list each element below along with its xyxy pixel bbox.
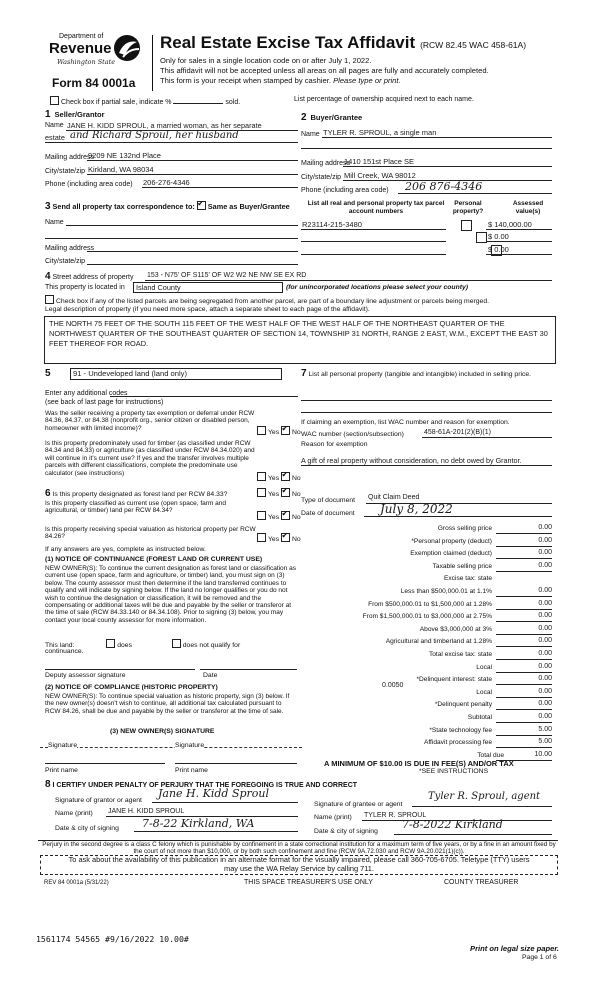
fee-label: *Delinquent penalty xyxy=(434,701,492,709)
forest-yes-no xyxy=(257,488,301,498)
notice-1: Only for sales in a single location code on or after July 1, 2022. xyxy=(160,56,372,65)
buyer-phone-handwritten[interactable]: 206 876-4346 xyxy=(405,180,483,193)
current-use-yes-no xyxy=(257,511,301,521)
fee-line xyxy=(496,609,552,610)
yes-label: Yes xyxy=(268,514,280,521)
reason-value[interactable]: A gift of real property without consideration, no debt owed by Grantor. xyxy=(301,456,522,465)
reason-label: Reason for exemption xyxy=(301,441,368,448)
does-not-label: does not qualify for xyxy=(182,642,241,649)
fee-line xyxy=(496,571,552,572)
fee-value[interactable]: 0.00 xyxy=(538,700,552,708)
fee-value[interactable]: 5.00 xyxy=(538,725,552,733)
grantor-date-city[interactable]: 7-8-22 Kirkland, WA xyxy=(142,817,255,830)
section2-num: 2 xyxy=(301,112,307,123)
grantor-signature[interactable]: Jane H. Kidd Sproul xyxy=(158,787,270,800)
land-use-select[interactable] xyxy=(70,368,282,380)
yes-label: Yes xyxy=(268,536,280,543)
historic-yes-no xyxy=(257,533,301,543)
fee-label: Exemption claimed (deduct) xyxy=(410,550,492,558)
no-label: No xyxy=(291,514,301,521)
street-label: Street address of property xyxy=(52,274,134,281)
yes-label: Yes xyxy=(268,429,280,436)
does-label: does xyxy=(117,642,132,649)
notice-3-a: This form is your receipt when stamped by cashier. xyxy=(160,76,331,85)
county-treasurer-label: COUNTY TREASURER xyxy=(444,879,519,886)
form-number: Form 84 0001a xyxy=(52,76,136,90)
located-label: This property is located in xyxy=(45,284,125,291)
fee-value[interactable]: 0.00 xyxy=(538,662,552,670)
wac-number-label: WAC number (section/subsection) xyxy=(301,431,404,438)
fee-label: Gross selling price xyxy=(437,525,492,532)
owner-signature-label-2: Signature xyxy=(175,742,205,749)
seller-city-label: City/state/zip xyxy=(45,168,86,175)
continuance-label: continuance. xyxy=(45,648,84,655)
historic-yes-checkbox[interactable] xyxy=(257,533,266,542)
fee-value[interactable]: 0.00 xyxy=(538,687,552,695)
fee-label: Excise tax: state xyxy=(443,575,492,583)
section4-num: 4 xyxy=(45,271,51,282)
fee-label: Subtotal xyxy=(467,714,492,721)
timber-no-checkbox[interactable] xyxy=(281,472,290,481)
tax-corr-name-label: Name xyxy=(45,219,64,226)
exemption-yes-no xyxy=(257,426,301,436)
legal-label: Legal description of property (if you need more space, attach a separate sheet to each page of the affidavit). xyxy=(45,306,370,313)
form-title: Real Estate Excise Tax Affidavit xyxy=(160,33,416,52)
fee-label: From $1,500,000.01 to $3,000,000 at 2.75% xyxy=(362,613,492,621)
fee-line xyxy=(496,621,552,622)
section6-num: 6 xyxy=(45,488,51,499)
doc-date-value[interactable]: July 8, 2022 xyxy=(380,502,453,516)
fee-line xyxy=(496,533,552,534)
owner-print-name-2: Print name xyxy=(175,767,208,774)
alt-format-text: To ask about the availability of this publication in an alternate format for the visually impaired, please call 360-705-6705. Teletype (TTY) users may use the WA Relay Service by calling 711. xyxy=(68,855,530,873)
section7-text: List all personal property (tangible and intangible) included in selling price. xyxy=(308,371,532,378)
section3-num: 3 xyxy=(45,201,51,212)
perjury-text: Perjury in the second degree is a class C felony which is punishable by confinement in a state correctional institution for a maximum term of five years, or by a fine in an amount fixed by the court of not more than $10,000, or by both such confinement and fine (RCW 9A.72.030 and RCW 9A.20.021(1)(c)). xyxy=(42,841,556,856)
fee-label: Above $3,000,000 at 3% xyxy=(419,625,492,633)
historic-question: Is this property receiving special valuation as historical property per RCW 84.26? xyxy=(45,526,256,541)
tax-corr-city-label: City/state/zip xyxy=(45,258,86,265)
form-title-row xyxy=(160,33,526,53)
seller-name-value[interactable]: JANE H. KIDD SPROUL, a married woman, as her separate xyxy=(67,121,262,130)
fee-label: Taxable selling price xyxy=(432,562,492,570)
minimum-fee-note: A MINIMUM OF $10.00 IS DUE IN FEE(S) AND/OR TAX xyxy=(324,759,514,768)
treasurer-use-label: THIS SPACE TREASURER'S USE ONLY xyxy=(244,879,373,886)
additional-codes-b: (see back of last page for instructions) xyxy=(45,399,164,406)
personal-col-header: Personal property? xyxy=(452,200,484,215)
section5-num: 5 xyxy=(45,368,51,379)
washington-state-text: Washington State xyxy=(57,58,116,66)
section2-title: Buyer/Grantee xyxy=(310,113,363,122)
fee-line xyxy=(496,659,552,660)
timber-yes-no xyxy=(257,472,301,482)
assessed-col-header: Assessed value(s) xyxy=(512,200,544,215)
fee-value[interactable]: 0.00 xyxy=(538,536,552,544)
this-land-label: This land: xyxy=(45,642,75,649)
forest-yes-checkbox[interactable] xyxy=(257,488,266,497)
fee-value[interactable]: 0.00 xyxy=(538,612,552,620)
fee-value[interactable]: 0.00 xyxy=(538,599,552,607)
revenue-text: Revenue xyxy=(49,40,112,57)
buyer-city-value[interactable]: Mill Creek, WA 98012 xyxy=(344,171,416,180)
legal-description: THE NORTH 75 FEET OF THE SOUTH 115 FEET OF THE WEST HALF OF THE WEST HALF OF THE NORTHEAST QUARTER OF THE NORTHWEST QUARTER OF THE SOUTHEAST QUARTER OF SECTION 14, TOWNSHIP 31 NORTH, RANGE 2 EAST, W.M., EXCEPT THE EAST 30 FEET THEREOF FOR ROAD. xyxy=(49,319,548,348)
parcel-1-personal-checkbox[interactable] xyxy=(461,220,472,231)
fee-value[interactable]: 0.00 xyxy=(538,549,552,557)
grantor-name[interactable]: JANE H. KIDD SPROUL xyxy=(108,808,185,815)
deputy-date-label: Date xyxy=(203,672,218,679)
fee-line xyxy=(496,722,552,723)
seller-name-line2[interactable]: estate xyxy=(45,133,65,142)
grantee-sig-label: Signature of grantee or agent xyxy=(314,801,403,808)
section1-header xyxy=(45,109,105,120)
exemption-wac-label: If claiming an exemption, list WAC number and reason for exemption. xyxy=(301,419,510,426)
buyer-name-label: Name xyxy=(301,131,320,138)
historic-no-checkbox[interactable] xyxy=(281,533,290,542)
no-label: No xyxy=(291,475,301,482)
grantee-name[interactable]: TYLER R. SPROUL xyxy=(364,812,427,819)
fee-value[interactable]: 0.00 xyxy=(538,637,552,645)
grantee-signature[interactable]: Tyler R. Sproul, agent xyxy=(428,791,541,802)
seller-handwritten-name: and Richard Sproul, her husband xyxy=(70,130,239,141)
fee-line xyxy=(496,596,552,597)
section7-row xyxy=(301,368,553,379)
fee-line xyxy=(496,684,552,685)
fee-line xyxy=(496,747,552,748)
parcel-1-value[interactable]: $ 140,000.00 xyxy=(488,220,532,229)
grantor-sig-label: Signature of grantor or agent xyxy=(55,797,142,804)
parcel-3-value[interactable]: $ 0.00 xyxy=(488,245,509,254)
fee-value[interactable]: 0.00 xyxy=(538,650,552,657)
county-value: Island County xyxy=(136,283,181,292)
page-number: Page 1 of 6 xyxy=(522,954,557,961)
fee-label: Local xyxy=(476,663,492,671)
forest-no-checkbox[interactable] xyxy=(281,488,290,497)
section3-header xyxy=(45,201,290,212)
partial-sale-label-b: sold. xyxy=(225,99,241,106)
section8-title: I CERTIFY UNDER PENALTY OF PERJURY THAT THE FOREGOING IS TRUE AND CORRECT xyxy=(52,782,358,789)
parcel-1-number[interactable]: R23114-215-3480 xyxy=(302,220,362,229)
land-use-value: 91 - Undeveloped land (land only) xyxy=(73,369,187,378)
partial-sale-row xyxy=(50,96,240,106)
fee-label: Affidavit processing fee xyxy=(423,739,492,747)
seller-mailing-label: Mailing address xyxy=(45,154,95,161)
seller-city-value[interactable]: Kirkland, WA 98034 xyxy=(88,165,154,174)
grantor-date-label: Date & city of signing xyxy=(55,825,119,832)
same-as-buyer-checkbox[interactable] xyxy=(197,201,206,210)
fee-label: Agricultural and timberland at 1.28% xyxy=(385,638,492,646)
segregation-checkbox[interactable] xyxy=(45,295,54,304)
form-title-ref: (RCW 82.45 WAC 458-61A) xyxy=(420,40,527,50)
legal-paper-note: Print on legal size paper. xyxy=(470,944,560,953)
grantee-name-label: Name (print) xyxy=(314,814,352,821)
current-use-yes-checkbox[interactable] xyxy=(257,511,266,520)
no-label: No xyxy=(291,429,301,436)
section7-num: 7 xyxy=(301,368,307,379)
fee-line xyxy=(496,672,552,673)
fee-line xyxy=(496,735,552,736)
continuance-text: NEW OWNER(S): To continue the current designation as forest land or classification as current use (open space, farm and agriculture, or timber) land, you must sign on (3) below. The county assessor must then determine if the land transferred continues to qualify and will indicate by signing below. If the land no longer qualifies or you do not wish to continue the designation or classification, it will be removed and the compensating or additional taxes will be due and payable by the seller or transferor at the time of sale (RCW 84.33.140 or 84.34.108). Prior to signing (3) below, you may contact your local county assessor for more information. xyxy=(45,565,296,624)
buyer-mailing-label: Mailing address xyxy=(301,160,351,167)
buyer-mailing-value[interactable]: 1410 151st Place SE xyxy=(344,157,415,166)
notice-3 xyxy=(160,76,401,85)
see-instructions: *SEE INSTRUCTIONS xyxy=(419,768,489,775)
owner-print-name-1: Print name xyxy=(45,767,78,774)
no-label: No xyxy=(291,536,301,543)
fee-value[interactable]: 0.00 xyxy=(538,524,552,531)
fee-label: Less than $500,000.01 at 1.1% xyxy=(400,588,492,595)
ownership-note: List percentage of ownership acquired next to each name. xyxy=(294,96,474,103)
fee-value[interactable]: 0.00 xyxy=(538,561,552,569)
tax-corr-mailing-label: Mailing address xyxy=(45,245,95,252)
revenue-logo-icon xyxy=(111,33,143,63)
buyer-phone-label: Phone (including area code) xyxy=(301,187,389,194)
section3-title: Send all property tax correspondence to: xyxy=(52,202,195,211)
partial-sale-label-a: Check box if partial sale, indicate % xyxy=(61,99,172,106)
parcel-col-header: List all real and personal property tax parcel account numbers xyxy=(307,200,445,215)
historic-text: NEW OWNER(S): To continue special valuation as historic property, sign (3) below. If the new owner(s) doesn't wish to continue, all additional tax calculated pursuant to RCW 84.26, shall be due and payable by the seller or transferor at the time of sale. xyxy=(45,693,290,715)
seller-phone-label: Phone (including area code) xyxy=(45,181,133,188)
rev-number: REV 84 0001a (5/31/22) xyxy=(44,880,109,886)
yes-label: Yes xyxy=(268,491,280,498)
timber-yes-checkbox[interactable] xyxy=(257,472,266,481)
deputy-sig-label: Deputy assessor signature xyxy=(45,672,126,679)
section8-num: 8 xyxy=(45,779,51,790)
seller-mailing-value[interactable]: 9209 NE 132nd Place xyxy=(88,151,161,160)
alt-format-box xyxy=(40,855,558,875)
same-as-buyer-label: Same as Buyer/Grantee xyxy=(207,202,290,211)
parcel-2-value[interactable]: $ 0.00 xyxy=(488,232,509,241)
segregation-label: Check box if any of the listed parcels are being segregated from another parcel, are part of a boundary line adjustment or parcels being merged. xyxy=(56,298,489,305)
fee-label: *State technology fee xyxy=(429,726,492,734)
legal-description-box[interactable] xyxy=(44,316,556,364)
fee-value[interactable]: 5.00 xyxy=(538,738,552,746)
grantee-date-city[interactable]: 7-8-2022 Kirkland xyxy=(402,818,503,831)
continuance-title: (1) NOTICE OF CONTINUANCE (FOREST LAND OR CURRENT USE) xyxy=(45,556,263,563)
fee-value[interactable]: 0.00 xyxy=(538,713,552,720)
fee-line xyxy=(496,646,552,647)
seller-name-label: Name xyxy=(45,122,64,129)
buyer-name-value[interactable]: TYLER R. SPROUL, a single man xyxy=(323,128,437,137)
wac-number-value[interactable]: 458-61A-201(2)(B)(1) xyxy=(424,429,491,436)
fee-label: *Personal property (deduct) xyxy=(411,537,492,545)
forest-question: Is this property designated as forest land per RCW 84.33? xyxy=(52,491,228,498)
perjury-notice xyxy=(40,841,558,856)
current-use-question: Is this property classified as current use (open space, farm and agricultural, or timber) land per RCW 84.34? xyxy=(45,500,227,515)
additional-codes-a: Enter any additional codes xyxy=(45,390,128,397)
dor-logo xyxy=(49,33,149,73)
dept-of-text: Department of xyxy=(59,33,104,40)
grantee-date-label: Date & city of signing xyxy=(314,828,378,835)
fee-line xyxy=(496,709,552,710)
fee-value[interactable]: 10.00 xyxy=(534,750,552,758)
notice-2: This affidavit will not be accepted unless all areas on all pages are fully and accurately completed. xyxy=(160,66,489,75)
fee-line xyxy=(496,697,552,698)
exemption-yes-checkbox[interactable] xyxy=(257,426,266,435)
fee-value[interactable]: 0.00 xyxy=(538,675,552,683)
section1-num: 1 xyxy=(45,109,51,120)
if-yes-note: If any answers are yes, complete as instructed below. xyxy=(45,546,206,553)
historic-title: (2) NOTICE OF COMPLIANCE (HISTORIC PROPERTY) xyxy=(45,684,218,691)
new-owner-sig-title: (3) NEW OWNER(S) SIGNATURE xyxy=(110,728,215,735)
fee-label: Total excise tax: state xyxy=(428,651,492,658)
fee-label: Local xyxy=(476,688,492,696)
fee-line xyxy=(496,546,552,547)
buyer-city-label: City/state/zip xyxy=(301,174,342,181)
fee-line xyxy=(496,634,552,635)
does-checkbox[interactable] xyxy=(106,639,115,648)
section4-street-row xyxy=(45,271,133,282)
fee-value[interactable]: 0.00 xyxy=(538,624,552,632)
fee-label: *Delinquent interest: state xyxy=(416,676,492,684)
forest-question-row xyxy=(45,488,227,499)
notice-3-b: Please type or print. xyxy=(333,76,401,85)
timber-question: Is this property predominately used for timber (as classified under RCW 84.34 and 84.33) or agriculture (as classified under RCW 84.34.020) and will continue in it's current use? If yes and the transfer involves multiple parcels with different classifications, complete the predominate use calculator (see instructions) xyxy=(45,440,255,477)
current-use-no-checkbox[interactable] xyxy=(281,511,290,520)
partial-sale-checkbox[interactable] xyxy=(50,96,59,105)
fee-value[interactable]: 0.00 xyxy=(538,587,552,594)
cashier-stamp: 1561174 54565 #9/16/2022 10.00# xyxy=(36,934,189,944)
exemption-question: Was the seller receiving a property tax exemption or deferral under RCW 84.36, 84.37, or 84.38 (nonprofit org., senior citizen or disabled person, homeowner with limited income)? xyxy=(45,410,255,432)
seller-phone-value[interactable]: 206-276-4346 xyxy=(143,178,190,187)
county-select[interactable] xyxy=(133,282,283,293)
no-label: No xyxy=(291,491,301,498)
yes-label: Yes xyxy=(268,475,280,482)
fee-label: Total due xyxy=(477,751,504,759)
owner-signature-label-1: Signature xyxy=(48,742,78,749)
doc-type-label: Type of document xyxy=(301,497,356,504)
section2-header xyxy=(301,112,362,123)
grantor-name-label: Name (print) xyxy=(55,810,93,817)
located-note: (for unincorporated locations please select your county) xyxy=(286,284,469,291)
street-value[interactable]: 153 - N75' OF S115' OF W2 W2 NE NW SE EX RD xyxy=(147,272,307,279)
local-rate[interactable]: 0.0050 xyxy=(382,682,404,689)
doc-type-value[interactable]: Quit Claim Deed xyxy=(368,494,420,501)
fee-line xyxy=(496,558,552,559)
section1-title: Seller/Grantor xyxy=(54,110,105,119)
fee-label: From $500,000.01 to $1,500,000 at 1.28% xyxy=(368,600,492,608)
segregation-row xyxy=(45,295,489,305)
doc-date-label: Date of document xyxy=(301,510,355,517)
does-not-checkbox[interactable] xyxy=(172,639,181,648)
exemption-no-checkbox[interactable] xyxy=(281,426,290,435)
